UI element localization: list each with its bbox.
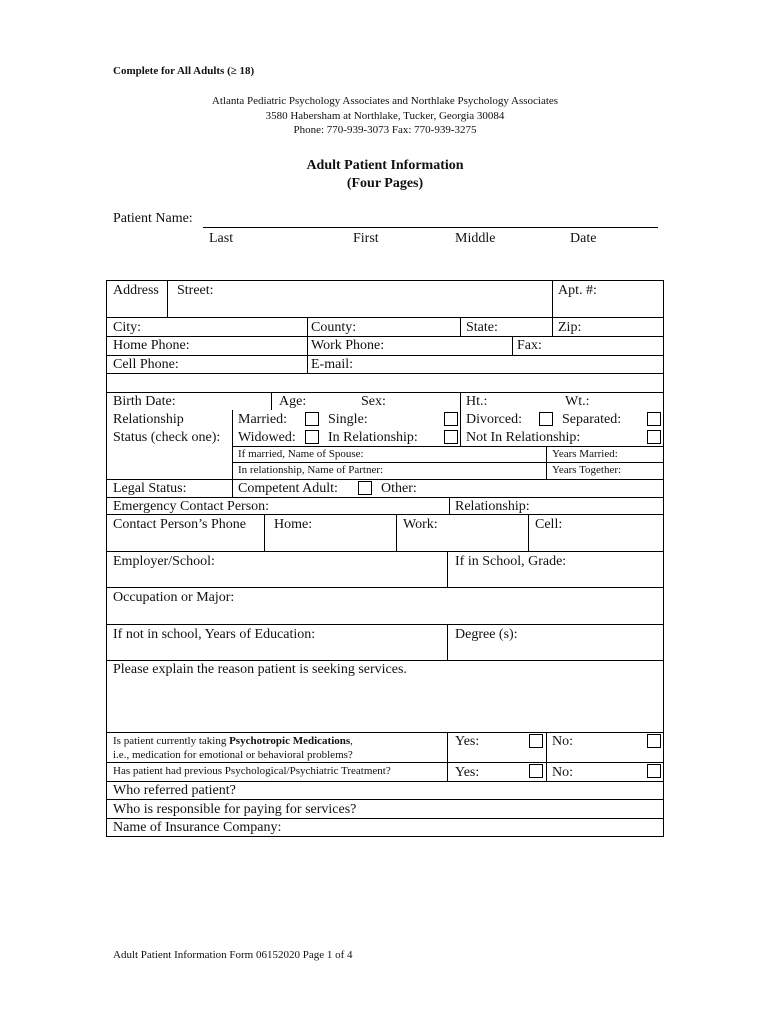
insurance-field[interactable]: Name of Insurance Company: (113, 820, 282, 835)
single-checkbox[interactable] (444, 412, 458, 426)
legal-status-label: Legal Status: (113, 481, 187, 496)
birth-date-field[interactable]: Birth Date: (113, 394, 176, 409)
contact-work-field[interactable]: Work: (403, 517, 438, 532)
grade-field[interactable]: If in School, Grade: (455, 554, 567, 569)
weight-field[interactable]: Wt.: (565, 394, 590, 409)
competent-adult-label: Competent Adult: (238, 481, 338, 496)
height-field[interactable]: Ht.: (466, 394, 488, 409)
apt-field[interactable]: Apt. #: (558, 283, 597, 298)
separated-checkbox[interactable] (647, 412, 661, 426)
patient-name-label: Patient Name: (113, 211, 193, 226)
partner-name-field[interactable]: In relationship, Name of Partner: (238, 464, 384, 476)
competent-adult-checkbox[interactable] (358, 481, 372, 495)
separated-label: Separated: (562, 412, 622, 427)
widowed-label: Widowed: (238, 430, 296, 445)
age-field[interactable]: Age: (279, 394, 307, 409)
years-together-field[interactable]: Years Together: (552, 464, 622, 476)
home-phone-field[interactable]: Home Phone: (113, 338, 190, 353)
meds-yes-label: Yes: (455, 734, 480, 749)
emergency-relationship-field[interactable]: Relationship: (455, 499, 530, 514)
name-sub-middle: Middle (455, 231, 496, 246)
work-phone-field[interactable]: Work Phone: (311, 338, 385, 353)
years-married-field[interactable]: Years Married: (552, 448, 618, 460)
patient-name-line[interactable] (203, 227, 658, 228)
degree-field[interactable]: Degree (s): (455, 627, 518, 642)
single-label: Single: (328, 412, 368, 427)
street-field[interactable]: Street: (177, 283, 214, 298)
page-footer: Adult Patient Information Form 06152020 Page 1 of 4 (113, 949, 353, 961)
contact-phone-label: Contact Person’s Phone (113, 517, 246, 532)
org-line-2: 3580 Habersham at Northlake, Tucker, Georgia 30084 (265, 110, 505, 122)
other-field[interactable]: Other: (381, 481, 417, 496)
treatment-yes-label: Yes: (455, 765, 480, 780)
spouse-name-field[interactable]: If married, Name of Spouse: (238, 448, 364, 460)
referred-field[interactable]: Who referred patient? (113, 783, 236, 798)
address-label: Address (113, 283, 159, 298)
emergency-contact-field[interactable]: Emergency Contact Person: (113, 499, 270, 514)
top-note: Complete for All Adults (≥ 18) (113, 65, 255, 77)
org-line-1: Atlanta Pediatric Psychology Associates and Northlake Psychology Associates (211, 95, 559, 107)
married-label: Married: (238, 412, 287, 427)
zip-field[interactable]: Zip: (558, 320, 582, 335)
state-field[interactable]: State: (466, 320, 498, 335)
cell-phone-field[interactable]: Cell Phone: (113, 357, 179, 372)
relationship-label: Relationship (113, 412, 184, 427)
widowed-checkbox[interactable] (305, 430, 319, 444)
page-title: Adult Patient Information (306, 158, 464, 173)
employer-school-field[interactable]: Employer/School: (113, 554, 215, 569)
meds-question: Is patient currently taking Psychotropic Medications, (113, 735, 353, 747)
occupation-field[interactable]: Occupation or Major: (113, 590, 235, 605)
treatment-no-label: No: (552, 765, 573, 780)
meds-no-label: No: (552, 734, 573, 749)
not-in-relationship-checkbox[interactable] (647, 430, 661, 444)
treatment-question: Has patient had previous Psychological/Psychiatric Treatment? (113, 765, 391, 777)
treatment-no-checkbox[interactable] (647, 764, 661, 778)
married-checkbox[interactable] (305, 412, 319, 426)
in-relationship-checkbox[interactable] (444, 430, 458, 444)
in-relationship-label: In Relationship: (328, 430, 418, 445)
not-in-relationship-label: Not In Relationship: (466, 430, 581, 445)
treatment-yes-checkbox[interactable] (529, 764, 543, 778)
page-subtitle: (Four Pages) (346, 176, 424, 191)
org-line-3: Phone: 770-939-3073 Fax: 770-939-3275 (293, 124, 477, 136)
years-education-field[interactable]: If not in school, Years of Education: (113, 627, 316, 642)
email-field[interactable]: E-mail: (311, 357, 353, 372)
reason-field[interactable]: Please explain the reason patient is seeking services. (113, 662, 407, 677)
meds-yes-checkbox[interactable] (529, 734, 543, 748)
city-field[interactable]: City: (113, 320, 142, 335)
fax-field[interactable]: Fax: (517, 338, 542, 353)
contact-cell-field[interactable]: Cell: (535, 517, 563, 532)
status-check-label: Status (check one): (113, 430, 221, 445)
meds-no-checkbox[interactable] (647, 734, 661, 748)
meds-question-line2: i.e., medication for emotional or behavioral problems? (113, 749, 353, 761)
responsible-field[interactable]: Who is responsible for paying for services? (113, 802, 357, 817)
name-sub-last: Last (209, 231, 234, 246)
name-sub-date: Date (570, 231, 597, 246)
county-field[interactable]: County: (311, 320, 357, 335)
name-sub-first: First (353, 231, 379, 246)
contact-home-field[interactable]: Home: (274, 517, 313, 532)
divorced-label: Divorced: (466, 412, 522, 427)
divorced-checkbox[interactable] (539, 412, 553, 426)
sex-field[interactable]: Sex: (361, 394, 386, 409)
